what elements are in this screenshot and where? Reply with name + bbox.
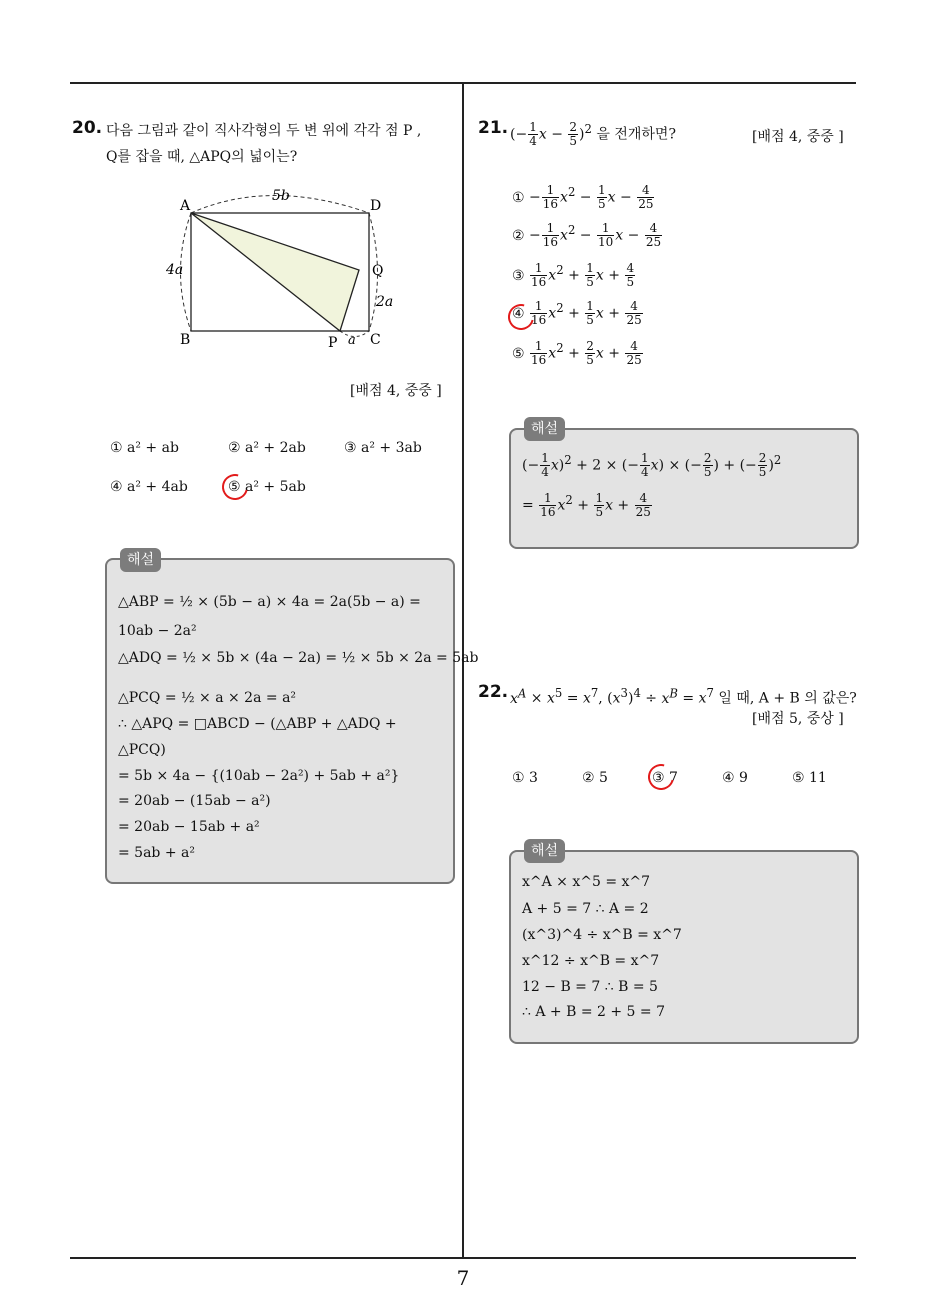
- q22-sol-3: (x^3)^4 ÷ x^B = x^7: [522, 927, 682, 943]
- q20-choices-row1: [110, 440, 422, 456]
- q20-text-line1: 다음 그림과 같이 직사각형의 두 변 위에 각각 점 P ,: [106, 123, 422, 139]
- q21-number: 21.: [478, 118, 509, 138]
- q21-solution-box: [509, 428, 859, 549]
- q22-text-suffix: 일 때, A + B 의 값은?: [718, 690, 857, 707]
- q21-choice-5[interactable]: ⑤ $\frac{1}{16}$ $x^2$ + $\frac{2}{5}$ x + $\frac{4}{25}$: [512, 339, 642, 367]
- q20-sol-1: △ABP = ½ × (5b − a) × 4a = 2a(5b − a) =: [118, 594, 421, 610]
- label-a-small: a: [348, 333, 356, 348]
- q21-sol-1: (− $\frac{1}{4}$ x)$^2$ + 2 × (− $\frac{1}{4}$ x) × (− $\frac{2}{5}$ ) + (− $\frac{2}{5}$ )$^2$: [522, 451, 782, 479]
- q20-sol-8: = 20ab − (15ab − a²): [118, 793, 271, 809]
- label-2a: 2a: [376, 294, 394, 310]
- column-divider: [462, 83, 464, 1258]
- q20-sol-6: △PCQ): [118, 742, 166, 758]
- q20-choice-4[interactable]: ④ a² + 4ab: [110, 479, 188, 495]
- q20-sol-3: △ADQ = ½ × 5b × (4a − 2a) = ½ × 5b × 2a = 5ab: [118, 650, 479, 666]
- q22-choice-5[interactable]: ⑤ 11: [792, 770, 827, 786]
- label-b: B: [180, 332, 191, 348]
- q22-sol-5: 12 − B = 7 ∴ B = 5: [522, 979, 658, 995]
- q21-score: [배점 4, 중중 ]: [752, 129, 844, 145]
- q22-choice-1[interactable]: ① 3: [512, 770, 538, 786]
- q21-solution-tag: 해설: [524, 417, 565, 441]
- q20-choice-5[interactable]: ⑤ a² + 5ab: [228, 479, 306, 495]
- q20-solution-tag: 해설: [120, 548, 161, 572]
- q22-solution-tag: 해설: [524, 839, 565, 863]
- q20-sol-10: = 5ab + a²: [118, 845, 195, 861]
- q20-answer-mark: [217, 469, 253, 505]
- q20-sol-7: = 5b × 4a − {(10ab − 2a²) + 5ab + a²}: [118, 768, 400, 784]
- q20-figure: [160, 182, 410, 357]
- q22-sol-6: ∴ A + B = 2 + 5 = 7: [522, 1004, 666, 1020]
- q21-sol-2: = $\frac{1}{16}$ $x^2$ + $\frac{1}{5}$ x + $\frac{4}{25}$: [522, 491, 651, 519]
- q20-score: [배점 4, 중중 ]: [350, 383, 442, 399]
- q20-choice-3[interactable]: ③ a² + 3ab: [344, 440, 422, 456]
- q22-number: 22.: [478, 682, 509, 702]
- q20-number: 20.: [72, 118, 103, 138]
- q22-sol-2: A + 5 = 7 ∴ A = 2: [522, 901, 649, 917]
- q20-choices-row2: [110, 479, 306, 495]
- q21-choice-3[interactable]: ③ $\frac{1}{16}$ $x^2$ + $\frac{1}{5}$ x + $\frac{4}{5}$: [512, 261, 635, 289]
- q20-sol-4: △PCQ = ½ × a × 2a = a²: [118, 690, 297, 706]
- q20-sol-9: = 20ab − 15ab + a²: [118, 819, 260, 835]
- label-d: D: [370, 198, 382, 214]
- q21-choice-2[interactable]: ② − $\frac{1}{16}$ $x^2$ − $\frac{1}{10}$ x − $\frac{4}{25}$: [512, 221, 662, 249]
- bottom-rule: [70, 1257, 856, 1259]
- q21-text-suffix: 을 전개하면?: [596, 126, 676, 143]
- q20-choice-2[interactable]: ② a² + 2ab: [228, 440, 306, 456]
- q22-choice-3[interactable]: ③ 7: [652, 770, 678, 786]
- q21-text: (− $\frac{1}{4}$ x − $\frac{2}{5}$ )$^2$ 을 전개하면?: [510, 120, 676, 149]
- label-a: A: [180, 198, 191, 214]
- q22-choice-4[interactable]: ④ 9: [722, 770, 748, 786]
- q20-sol-2: 10ab − 2a²: [118, 623, 197, 639]
- q22-sol-4: x^12 ÷ x^B = x^7: [522, 953, 660, 969]
- q21-choice-4[interactable]: ④ $\frac{1}{16}$ $x^2$ + $\frac{1}{5}$ x + $\frac{4}{25}$: [512, 299, 642, 327]
- label-p: P: [328, 335, 338, 351]
- q21-choice-1[interactable]: ① − $\frac{1}{16}$ $x^2$ − $\frac{1}{5}$ x − $\frac{4}{25}$: [512, 183, 654, 211]
- label-c: C: [370, 332, 381, 348]
- page-number: 7: [456, 1266, 470, 1290]
- q20-sol-5: ∴ △APQ = □ABCD − (△ABP + △ADQ +: [118, 716, 397, 732]
- q22-choice-2[interactable]: ② 5: [582, 770, 608, 786]
- q22-text: $x^A \times x^5 = x^7$, $(x^3)^4 \div x^B = x^7$ 일 때, A + B 의 값은?: [510, 686, 857, 707]
- q20-text-line2: Q를 잡을 때, △APQ의 넓이는?: [106, 149, 298, 165]
- label-q: Q: [372, 263, 384, 279]
- q22-score: [배점 5, 중상 ]: [752, 711, 844, 727]
- label-4a: 4a: [166, 262, 184, 278]
- q22-answer-mark: [643, 759, 679, 795]
- triangle-apq: [191, 213, 359, 331]
- q20-choice-1[interactable]: ① a² + ab: [110, 440, 179, 456]
- q22-sol-1: x^A × x^5 = x^7: [522, 874, 651, 890]
- label-5b: 5b: [272, 188, 290, 204]
- q20-text: [106, 118, 456, 170]
